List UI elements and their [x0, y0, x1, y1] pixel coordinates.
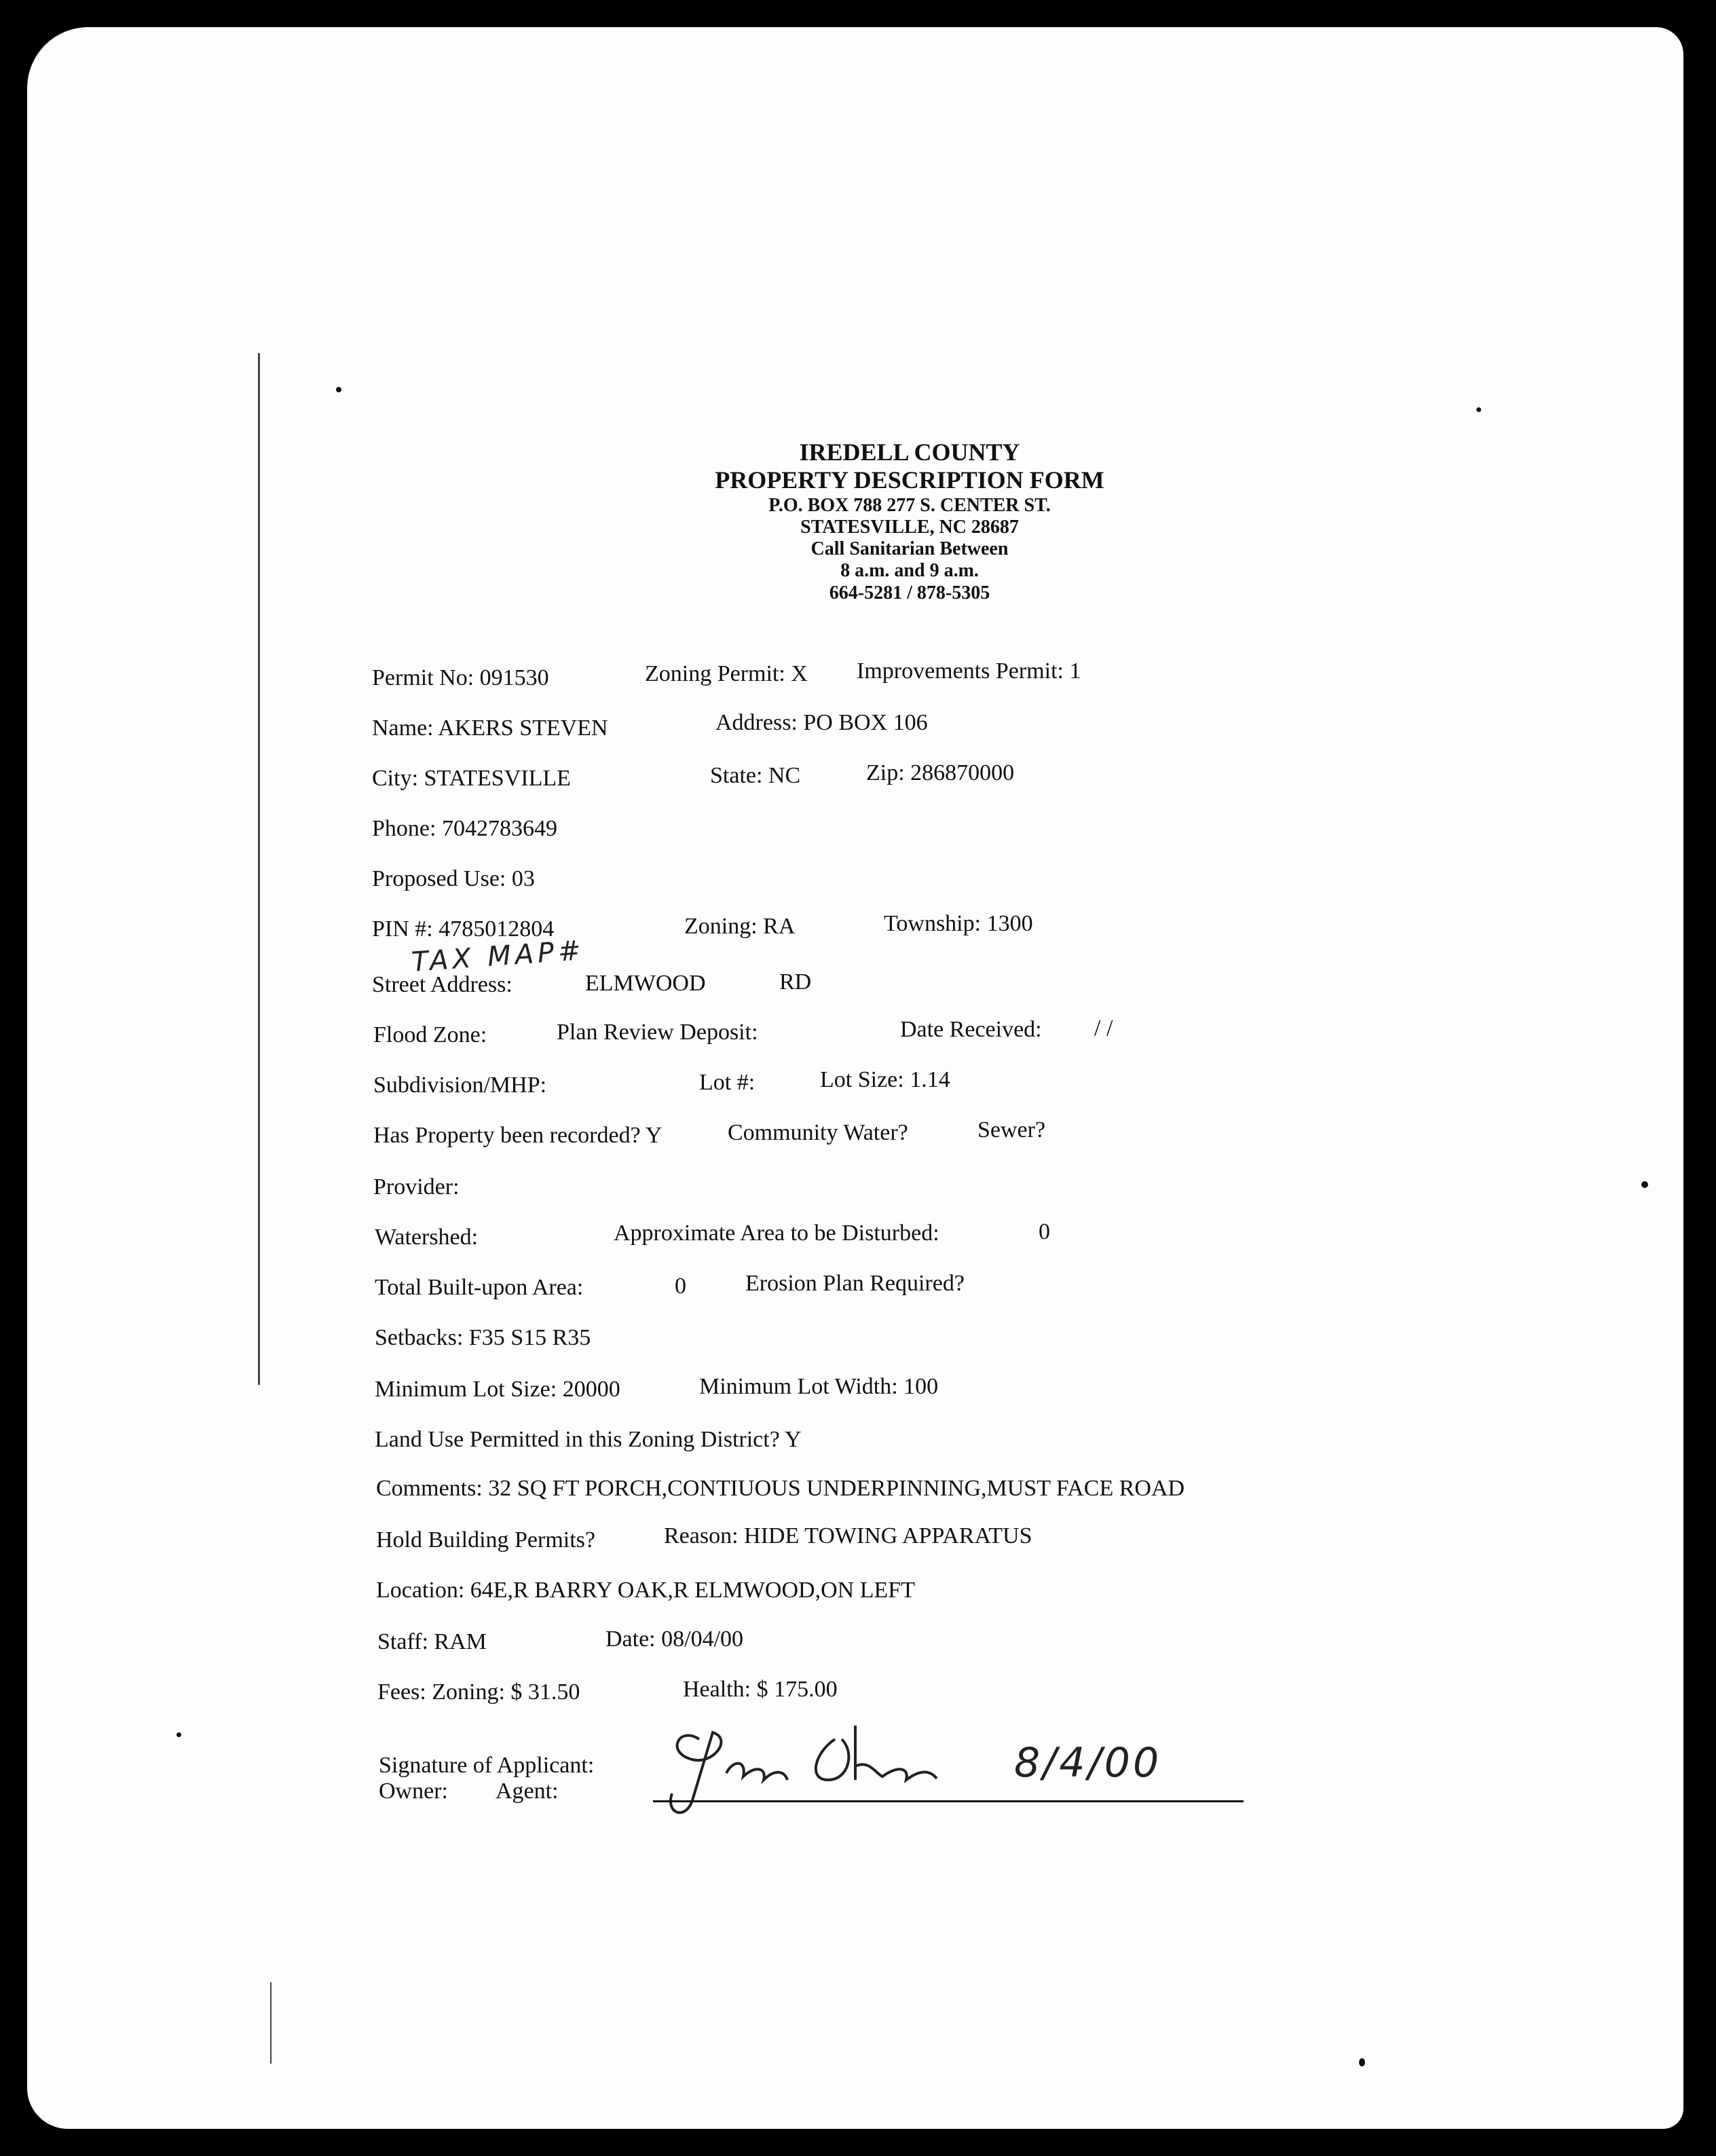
location: Location: 64E,R BARRY OAK,R ELMWOOD,ON LEFT [376, 1578, 915, 1603]
office-phone: 664-5281 / 878-5305 [829, 582, 990, 603]
watershed: Watershed: [375, 1225, 479, 1250]
sewer: Sewer? [977, 1117, 1046, 1142]
proposed-use: Proposed Use: 03 [372, 866, 535, 891]
street-suffix: RD [779, 969, 812, 995]
scan-edge-line [270, 1982, 272, 2064]
date-received: Date Received: [900, 1017, 1042, 1042]
scan-edge-line [258, 353, 260, 1385]
applicant-phone: Phone: 7042783649 [372, 816, 557, 841]
built-upon-value: 0 [675, 1274, 686, 1299]
lot-number: Lot #: [699, 1070, 756, 1095]
fees-zoning: Fees: Zoning: $ 31.50 [377, 1679, 580, 1705]
setbacks: Setbacks: F35 S15 R35 [375, 1325, 591, 1350]
hold-building-permits: Hold Building Permits? [376, 1527, 595, 1553]
staff-date: Date: 08/04/00 [605, 1627, 744, 1652]
community-water: Community Water? [728, 1120, 908, 1145]
erosion-plan: Erosion Plan Required? [745, 1271, 965, 1296]
applicant-city: City: STATESVILLE [372, 766, 571, 791]
flood-zone: Flood Zone: [373, 1022, 487, 1047]
hold-reason: Reason: HIDE TOWING APPARATUS [664, 1523, 1032, 1548]
office-address: P.O. BOX 788 277 S. CENTER ST. [768, 494, 1051, 516]
signature-date-handwriting: 8/4/00 [1014, 1739, 1162, 1787]
built-upon-label: Total Built-upon Area: [375, 1275, 584, 1300]
applicant-state: State: NC [710, 763, 801, 788]
provider: Provider: [373, 1174, 460, 1200]
county-title: IREDELL COUNTY [799, 439, 1020, 466]
plan-review-deposit: Plan Review Deposit: [557, 1020, 758, 1045]
improvements-permit: Improvements Permit: 1 [857, 658, 1081, 684]
comments: Comments: 32 SQ FT PORCH,CONTIUOUS UNDERPINNING,MUST FACE ROAD [376, 1476, 1185, 1501]
area-disturbed-label: Approximate Area to be Disturbed: [614, 1221, 939, 1246]
lot-size: Lot Size: 1.14 [820, 1067, 950, 1092]
min-lot-width: Minimum Lot Width: 100 [699, 1374, 939, 1399]
pin-number: PIN #: 4785012804 [372, 916, 555, 942]
agent-label: Agent: [496, 1779, 559, 1804]
date-received-value: / / [1094, 1016, 1113, 1041]
permit-number: Permit No: 091530 [372, 665, 549, 690]
signature-line [653, 1800, 1244, 1802]
owner-label: Owner: [379, 1779, 448, 1804]
staff: Staff: RAM [377, 1629, 487, 1654]
form-title: PROPERTY DESCRIPTION FORM [715, 466, 1104, 494]
zoning-district: Zoning: RA [684, 914, 796, 939]
scan-speck [176, 1732, 181, 1737]
township: Township: 1300 [884, 911, 1033, 936]
applicant-address: Address: PO BOX 106 [715, 710, 928, 735]
applicant-zip: Zip: 286870000 [866, 760, 1015, 785]
street-name: ELMWOOD [585, 971, 706, 996]
fees-health: Health: $ 175.00 [683, 1677, 838, 1702]
call-instructions: Call Sanitarian Between [810, 538, 1009, 560]
scan-speck [1641, 1181, 1648, 1188]
office-city: STATESVILLE, NC 28687 [800, 516, 1019, 538]
subdivision: Subdivision/MHP: [373, 1073, 547, 1098]
form-header [665, 439, 1154, 604]
call-hours: 8 a.m. and 9 a.m. [840, 560, 979, 582]
zoning-permit: Zoning Permit: X [645, 661, 808, 686]
applicant-name: Name: AKERS STEVEN [372, 715, 608, 741]
signature-label: Signature of Applicant: [379, 1753, 595, 1778]
applicant-signature [652, 1712, 950, 1827]
tax-map-handwriting: TAX MAP# [410, 935, 586, 978]
scan-speck [336, 387, 341, 392]
form-page [27, 27, 1683, 2129]
min-lot-size: Minimum Lot Size: 20000 [375, 1377, 620, 1402]
property-recorded: Has Property been recorded? Y [373, 1123, 663, 1148]
scan-speck [1476, 407, 1481, 412]
land-use-permitted: Land Use Permitted in this Zoning District? Y [375, 1427, 802, 1452]
area-disturbed-value: 0 [1039, 1219, 1050, 1244]
street-address-label: Street Address: [372, 972, 512, 997]
scan-speck [1359, 2058, 1365, 2066]
